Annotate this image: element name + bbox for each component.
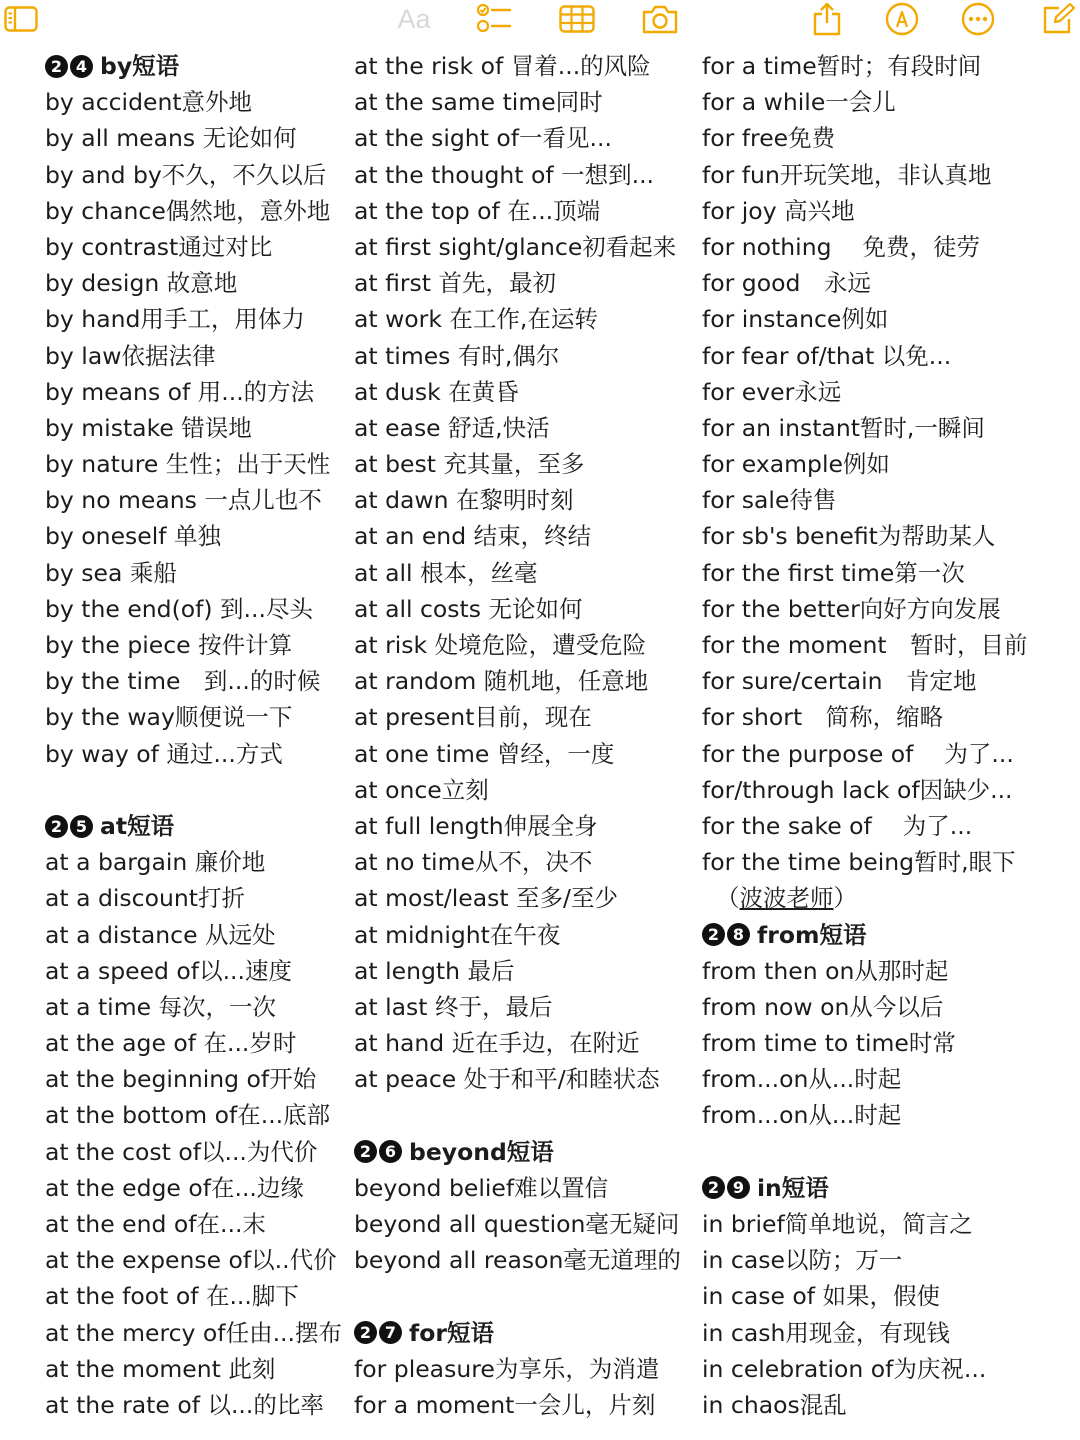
phrase-line: at the sight of一看见... [354,124,612,153]
phrase-line: at a bargain 廉价地 [45,848,266,877]
phrase-line: by means of 用...的方法 [45,377,315,406]
phrase-line: by all means 无论如何 [45,124,297,153]
phrase-line: for example例如 [702,450,890,479]
phrase-line: at all costs 无论如何 [354,594,583,623]
phrase-line: in chaos混乱 [702,1390,847,1419]
phrase-line: from...on从...时起 [702,1101,902,1130]
phrase-line: at the thought of 一想到... [354,160,655,189]
phrase-line: for fun开玩笑地，非认真地 [702,160,992,189]
phrase-line: at all 根本，丝毫 [354,558,538,587]
phrase-line: by accident意外地 [45,88,253,117]
phrase-line: in case以防；万一 [702,1246,903,1275]
phrase-line: at length 最后 [354,956,515,985]
phrase-line: at dusk 在黄昏 [354,377,519,406]
phrase-line: from time to time时常 [702,1029,956,1058]
section-number-badge: 6 [379,1140,402,1163]
phrase-line: at the end of在...末 [45,1210,266,1238]
section-heading-29 [702,1170,1077,1206]
phrase-line: beyond all question毫无疑问 [354,1210,680,1238]
text-format-button[interactable]: Aa [397,3,431,34]
notes-toolbar [0,0,1080,40]
phrase-line: at the edge of在...边缘 [45,1173,304,1202]
phrase-line: at a speed of以...速度 [45,956,292,985]
section-number-badge: 9 [727,1176,750,1199]
for-phrase-list [354,1351,699,1423]
phrase-line: at an end 结束，终结 [354,522,592,551]
table-button[interactable] [558,2,596,36]
section-title: in短语 [757,1173,829,1202]
phrase-line: from then on从那时起 [702,956,949,985]
phrase-line: at full length伸展全身 [354,811,598,840]
phrase-line: by hand用手工，用体力 [45,305,305,334]
camera-icon [641,4,679,34]
checklist-button[interactable] [475,2,513,36]
phrase-line: in case of 如果，假使 [702,1282,941,1311]
more-button[interactable] [960,2,996,36]
phrase-line: at the foot of 在...脚下 [45,1282,299,1311]
phrase-line: at the same time同时 [354,88,603,117]
section-number-badge: 2 [45,55,68,78]
phrase-line: at work 在工作,在运转 [354,305,598,334]
phrase-line: for the purpose of 为了... [702,739,1014,768]
blank-line [354,1097,699,1133]
phrase-line: for the time being暂时,眼下 [702,848,1016,877]
at-phrase-list [45,844,350,1423]
note-column-2 [354,48,699,1423]
share-button[interactable] [810,2,844,36]
phrase-line: at last 终于，最后 [354,992,553,1021]
phrase-line: at the mercy of任由...摆布 [45,1318,342,1347]
sidebar-icon [4,6,38,32]
attribution-close-paren: ） [833,884,857,913]
phrase-line: for the first time第一次 [702,558,965,587]
blank-line [702,1134,1077,1170]
phrase-line: at no time从不，决不 [354,848,593,877]
phrase-line: by and by不久，不久以后 [45,160,327,189]
phrase-line: for free免费 [702,124,836,153]
phrase-line: for joy 高兴地 [702,196,855,225]
phrase-line: for sb's benefit为帮助某人 [702,522,996,551]
phrase-line: in celebration of为庆祝... [702,1354,987,1383]
phrase-line: at the cost of以...为代价 [45,1137,318,1166]
phrase-line: by nature 生性；出于天性 [45,450,331,479]
phrase-line: for the better向好方向发展 [702,594,1001,623]
phrase-line: at times 有时,偶尔 [354,341,560,370]
section-title: at短语 [100,811,175,840]
phrase-line: at the moment 此刻 [45,1354,276,1383]
section-title: for短语 [409,1318,494,1347]
phrase-line: at present目前，现在 [354,703,592,732]
phrase-line: for ever永远 [702,377,842,406]
section-number-badge: 2 [354,1140,377,1163]
phrase-line: by the end(of) 到...尽头 [45,594,313,623]
section-title: beyond短语 [409,1137,554,1166]
beyond-phrase-list [354,1170,699,1279]
phrase-line: by design 故意地 [45,269,238,298]
sidebar-toggle-button[interactable] [3,2,39,36]
phrase-line: for a time暂时；有段时间 [702,52,982,80]
phrase-line: in brief简单地说，简言之 [702,1210,973,1238]
from-phrase-list [702,953,1077,1134]
phrase-line: at one time 曾经，一度 [354,739,615,768]
phrase-line: for short 简称，缩略 [702,703,944,732]
phrase-line: at random 随机地，任意地 [354,667,649,696]
blank-line [45,772,350,808]
phrase-line: by law依据法律 [45,341,216,370]
section-heading-24 [45,48,350,84]
phrase-line: in cash用现金，有现钱 [702,1318,950,1347]
section-number-badge: 2 [45,815,68,838]
phrase-line: for a while一会儿 [702,88,896,117]
phrase-line: for fear of/that 以免... [702,341,952,370]
phrase-line: at dawn 在黎明时刻 [354,486,574,515]
section-number-badge: 4 [70,55,93,78]
attribution-link[interactable]: 波波老师 [739,884,834,913]
note-column-3 [702,48,1077,1423]
phrase-line: at the rate of 以...的比率 [45,1390,324,1419]
compose-button[interactable] [1040,2,1076,36]
phrase-line: by the time 到...的时候 [45,667,321,696]
phrase-line: at risk 处境危险，遭受危险 [354,631,647,659]
phrase-line: beyond belief难以置信 [354,1173,609,1202]
phrase-line: from now on从今以后 [702,992,944,1021]
attribution-line [702,880,1077,916]
phrase-line: at the expense of以..代价 [45,1246,337,1275]
markup-pen-icon [885,2,919,36]
phrase-line: for sale待售 [702,486,837,515]
phrase-line: for nothing 免费，徒劳 [702,232,980,261]
table-icon [559,5,595,33]
section-number-badge: 7 [379,1321,402,1344]
phrase-line: at ease 舒适,快活 [354,413,550,442]
phrase-line: at the risk of 冒着...的风险 [354,52,651,80]
phrase-line: at a discount打折 [45,884,245,913]
phrase-line: at a time 每次，一次 [45,992,277,1021]
phrase-line: at the beginning of开始 [45,1065,317,1094]
more-icon [961,2,995,36]
camera-button[interactable] [640,2,680,36]
phrase-line: by the way顺便说一下 [45,703,293,732]
section-number-badge: 5 [70,815,93,838]
phrase-line: by sea 乘船 [45,558,177,587]
by-phrase-list [45,84,350,772]
phrase-line: at best 充其量，至多 [354,450,585,479]
phrase-line: at midnight在午夜 [354,920,561,949]
phrase-line: at the bottom of在...底部 [45,1101,331,1130]
markup-button[interactable] [884,2,920,36]
phrase-line: by chance偶然地，意外地 [45,196,331,225]
blank-line [354,1278,699,1314]
checklist-icon [476,3,512,35]
phrase-line: at peace 处于和平/和睦状态 [354,1065,660,1094]
phrase-line: at the top of 在...顶端 [354,196,601,225]
phrase-line: for the moment 暂时，目前 [702,631,1028,659]
for-phrase-list-continued [702,48,1077,880]
phrase-line: at a distance 从远处 [45,920,276,949]
phrase-line: for pleasure为享乐，为消遣 [354,1354,660,1383]
phrase-line: at first 首先，最初 [354,269,556,298]
note-column-1 [45,48,350,1423]
section-number-badge: 8 [727,923,750,946]
phrase-line: for good 永远 [702,269,871,298]
phrase-line: by oneself 单独 [45,522,221,551]
section-number-badge: 2 [354,1321,377,1344]
phrase-line: for/through lack of因缺少... [702,775,1013,804]
phrase-line: at the age of 在...岁时 [45,1029,297,1058]
section-heading-27 [354,1315,699,1351]
phrase-line: for a moment一会儿，片刻 [354,1390,656,1419]
phrase-line: at hand 近在手边，在附近 [354,1029,640,1058]
phrase-line: by the piece 按件计算 [45,631,293,659]
section-heading-25 [45,808,350,844]
section-number-badge: 2 [702,1176,725,1199]
phrase-line: by mistake 错误地 [45,413,252,442]
phrase-line: for the sake of 为了... [702,811,973,840]
phrase-line: by way of 通过...方式 [45,739,283,768]
phrase-line: at once立刻 [354,775,489,804]
section-number-badge: 2 [702,923,725,946]
phrase-line: for instance例如 [702,305,889,334]
phrase-line: for an instant暂时,一瞬间 [702,413,985,442]
section-title: by短语 [100,52,180,80]
phrase-line: from...on从...时起 [702,1065,902,1094]
attribution-open-paren: （ [716,884,740,913]
phrase-line: by no means 一点儿也不 [45,486,322,515]
phrase-line: beyond all reason毫无道理的 [354,1246,681,1275]
phrase-line: by contrast通过对比 [45,232,273,261]
phrase-line: for sure/certain 肯定地 [702,667,977,696]
section-title: from短语 [757,920,867,949]
in-phrase-list [702,1206,1077,1423]
section-heading-28 [702,917,1077,953]
compose-icon [1041,3,1075,35]
at-phrase-list-continued [354,48,699,1097]
section-heading-26 [354,1134,699,1170]
phrase-line: at first sight/glance初看起来 [354,232,677,261]
share-icon [812,2,842,36]
phrase-line: at most/least 至多/至少 [354,884,618,913]
